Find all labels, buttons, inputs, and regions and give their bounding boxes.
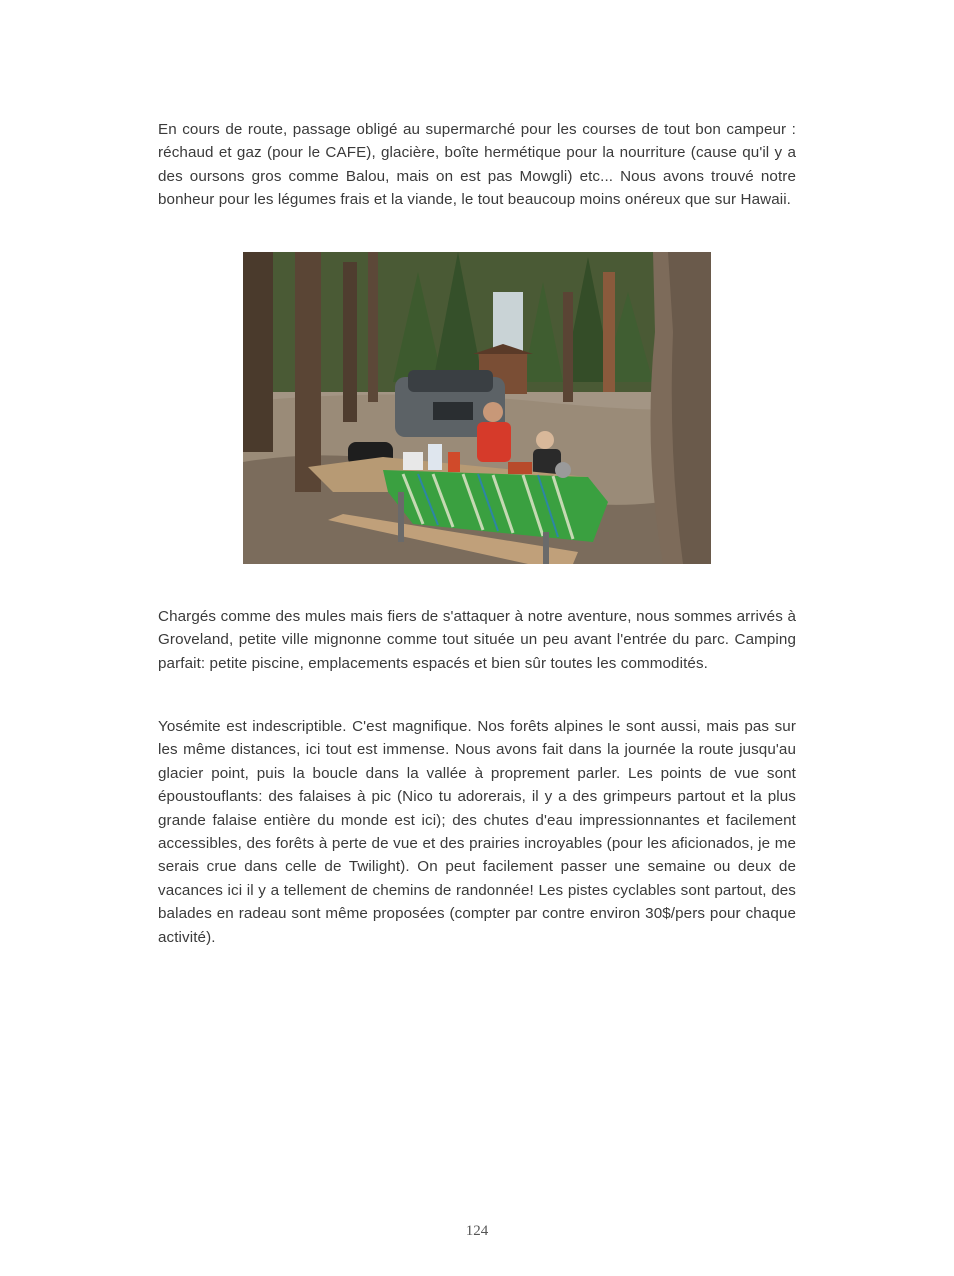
page-number: 124: [465, 1223, 489, 1239]
paragraph-yosemite: Yosémite est indescriptible. C'est magnifique. Nos forêts alpines le sont aussi, mais pas sur les même distances, ici tout est immense. Nous avons fait dans la journée la route jusqu'au glacier point, puis la boucle dans la vallée à proprement parler. Les points de vue sont époustouflants: des falaises à pic (Nico tu adorerais, il y a des grimpeurs partout et la plus grande falaise entière du monde est ici); des chutes d'eau impressionnantes et facilement accessibles, des forêts à perte de vue et des prairies incroyables (pour les aficionados, je me serais crue dans celle de Twilight). On peut facilement passer une semaine ou deux de vacances ici il y a tellement de chemins de randonnée! Les pistes cyclables sont partout, des balades en radeau sont même proposées (compter par contre environ 30$/pers pour chaque activité).: [158, 718, 796, 946]
paragraph-groveland: Chargés comme des mules mais fiers de s'attaquer à notre aventure, nous sommes arrivés à Groveland, petite ville mignonne comme tout située un peu avant l'entrée du parc. Camping parfait: petite piscine, emplacements espacés et bien sûr toutes les commodités.: [158, 608, 796, 672]
campsite-photo: [243, 252, 711, 564]
paragraph-supermarket: En cours de route, passage obligé au supermarché pour les courses de tout bon campeur : réchaud et gaz (pour le CAFE), glacière, boîte hermétique pour la nourriture (cause qu'il y a des oursons gros comme Balou, mais on est pas Mowgli) etc... Nous avons trouvé notre bonheur pour les légumes frais et la viande, le tout beaucoup moins onéreux que sur Hawaii.: [158, 121, 796, 209]
